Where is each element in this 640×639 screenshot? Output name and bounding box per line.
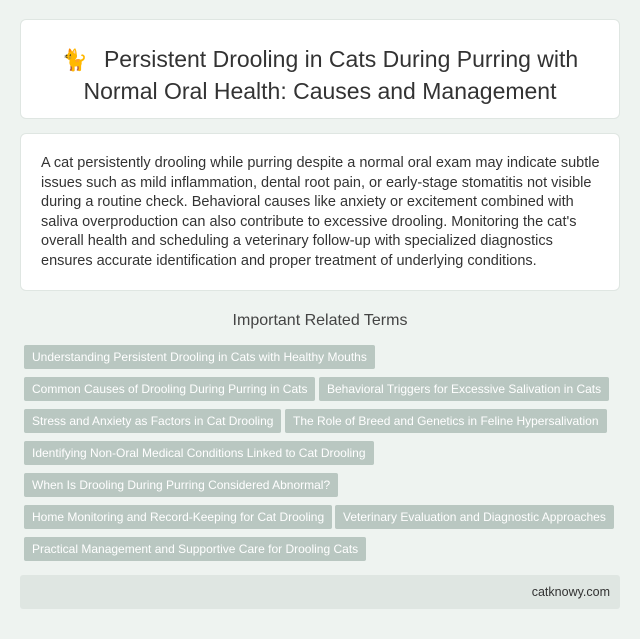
description-card [20,133,620,291]
related-term-tag[interactable]: Stress and Anxiety as Factors in Cat Drooling [24,409,281,433]
title-card [20,19,620,119]
cat-icon: 🐈 [61,49,88,72]
related-terms-heading: Important Related Terms [232,312,408,329]
footer-site-link[interactable]: catknowy.com [531,585,610,599]
related-term-tag[interactable]: The Role of Breed and Genetics in Feline Hypersalivation [285,409,607,433]
related-term-tag[interactable]: When Is Drooling During Purring Considered Abnormal? [24,473,338,497]
related-term-tag[interactable]: Veterinary Evaluation and Diagnostic Approaches [335,505,614,529]
related-term-tag[interactable]: Identifying Non-Oral Medical Conditions Linked to Cat Drooling [24,441,374,465]
related-term-tag[interactable]: Common Causes of Drooling During Purring in Cats [24,377,315,401]
related-term-tag[interactable]: Understanding Persistent Drooling in Cats with Healthy Mouths [24,345,375,369]
description-text: A cat persistently drooling while purring despite a normal oral exam may indicate subtle issues such as mild inflammation, dental root pain, or early-stage stomatitis not visible during a routine check. Behavioral causes like anxiety or excitement combined with saliva overproduction can also contribute to excessive drooling. Monitoring the cat's overall health and scheduling a veterinary follow-up with specialized diagnostics ensures accurate identification and proper treatment of underlying conditions. [41,155,600,269]
related-term-tag[interactable]: Practical Management and Supportive Care for Drooling Cats [24,537,366,561]
related-term-tag[interactable]: Behavioral Triggers for Excessive Salivation in Cats [319,377,609,401]
footer-bar [20,575,620,609]
related-term-tag[interactable]: Home Monitoring and Record-Keeping for Cat Drooling [24,505,332,529]
page-title-text: Persistent Drooling in Cats During Purring with Normal Oral Health: Causes and Management [83,46,579,104]
page-title [21,44,619,107]
